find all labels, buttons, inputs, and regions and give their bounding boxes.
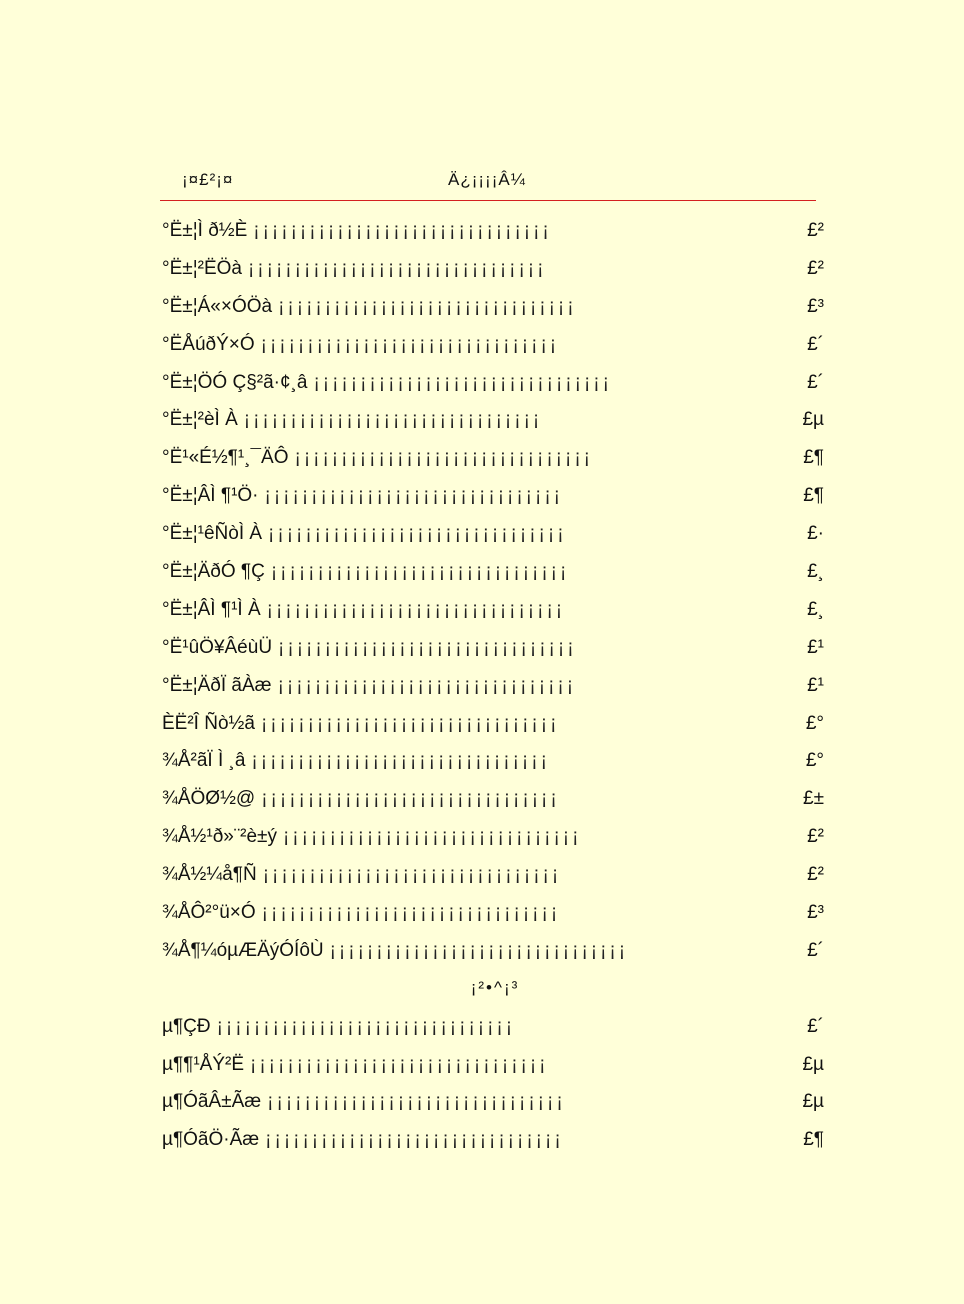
toc-entry-title: °Ë±¦Á«×ÓÖà <box>162 295 273 317</box>
toc-entry-title: °Ë±¦ÂÌ ¶¹Ì À <box>162 598 261 620</box>
toc-entry-page: £µ <box>802 1053 824 1075</box>
toc-entry-title: °Ë±¦²èÌ À <box>162 409 238 431</box>
toc-entry-page: £¶ <box>803 485 824 507</box>
toc-entry[interactable] <box>162 713 824 751</box>
toc-dot-leader: ¡¡¡¡¡¡¡¡¡¡¡¡¡¡¡¡¡¡¡¡¡¡¡¡¡¡¡¡¡¡¡¡ <box>253 220 552 241</box>
toc-entry[interactable] <box>162 788 824 826</box>
toc-entry-page: £¹ <box>807 636 824 658</box>
toc-entry-page: £· <box>807 523 824 545</box>
toc-entry-title: °Ë±¦¹êÑòÌ À <box>162 523 263 545</box>
toc-entry[interactable] <box>162 220 824 258</box>
toc-dot-leader: ¡¡¡¡¡¡¡¡¡¡¡¡¡¡¡¡¡¡¡¡¡¡¡¡¡¡¡¡¡¡¡¡ <box>251 750 550 772</box>
toc-dot-leader: ¡¡¡¡¡¡¡¡¡¡¡¡¡¡¡¡¡¡¡¡¡¡¡¡¡¡¡¡¡¡¡¡ <box>282 826 582 848</box>
toc-entry-page: £´ <box>807 1015 824 1037</box>
toc-entry-title: °Ë±¦ÖÓ Ç§²ã·¢¸â <box>162 371 308 393</box>
toc-entry[interactable] <box>162 637 824 675</box>
toc-dot-leader: ¡¡¡¡¡¡¡¡¡¡¡¡¡¡¡¡¡¡¡¡¡¡¡¡¡¡¡¡¡¡¡¡ <box>266 598 566 620</box>
toc-entry[interactable] <box>162 902 824 940</box>
toc-entry-title: µ¶ÓãÂ±Ãæ <box>162 1091 262 1113</box>
toc-entry-title: ¾ÅÔ²°ü×Ó <box>162 902 256 924</box>
toc-entry-page: £² <box>807 257 824 279</box>
toc-entry-page: £¸ <box>807 598 824 620</box>
toc-entry-title: µ¶¶¹ÅÝ²Ë <box>162 1053 245 1075</box>
toc-entry-page: £¶ <box>803 447 824 469</box>
toc-entry-title: ÈË²Î Ñò½ã <box>162 712 255 734</box>
toc-entry-title: ¾Å²ãÏ Ì ¸â <box>162 750 246 772</box>
toc-entry-title: µ¶ÇÐ <box>162 1015 211 1037</box>
toc-entry-page: £¹ <box>807 674 824 696</box>
toc-entry-title: °Ë±¦ÄðÓ ¶Ç <box>162 561 265 583</box>
toc-entry-page: £² <box>807 220 824 241</box>
toc-entry[interactable] <box>162 447 824 485</box>
toc-entry-title: µ¶ÓãÖ·Ãæ <box>162 1129 260 1151</box>
toc-dot-leader: ¡¡¡¡¡¡¡¡¡¡¡¡¡¡¡¡¡¡¡¡¡¡¡¡¡¡¡¡¡¡¡¡ <box>265 1129 564 1151</box>
toc-entry-page: £² <box>807 826 824 848</box>
toc-dot-leader: ¡¡¡¡¡¡¡¡¡¡¡¡¡¡¡¡¡¡¡¡¡¡¡¡¡¡¡¡¡¡¡¡ <box>268 523 567 545</box>
page-number-marker: ¡¤£²¡¤ <box>182 170 234 189</box>
toc-dot-leader: ¡¡¡¡¡¡¡¡¡¡¡¡¡¡¡¡¡¡¡¡¡¡¡¡¡¡¡¡¡¡¡¡ <box>216 1015 516 1037</box>
toc-entry-page: £´ <box>807 371 824 393</box>
section-heading: ¡²•^¡³ <box>470 977 520 997</box>
page-header <box>160 168 816 201</box>
toc-entry-page: £° <box>805 750 824 772</box>
table-of-contents <box>162 220 824 1167</box>
toc-entry[interactable] <box>162 826 824 864</box>
toc-dot-leader: ¡¡¡¡¡¡¡¡¡¡¡¡¡¡¡¡¡¡¡¡¡¡¡¡¡¡¡¡¡¡¡¡ <box>260 712 560 734</box>
toc-entry[interactable] <box>162 750 824 788</box>
toc-entry-title: °Ë±¦ÂÌ ¶¹Ö· <box>162 485 259 507</box>
toc-entry-title: ¾ÅÖØ½@ <box>162 788 256 810</box>
toc-entry-title: °Ë¹ûÖ¥ÂéùÜ <box>162 636 273 658</box>
toc-entry[interactable] <box>162 485 824 523</box>
toc-entry-page: £° <box>805 712 824 734</box>
toc-entry-page: £´ <box>807 939 824 961</box>
toc-entry-title: °ËÅúðÝ×Ó <box>162 333 255 355</box>
header-title: Ä¿¡¡¡¡Â¼ <box>448 170 526 189</box>
toc-entry[interactable] <box>162 372 824 410</box>
toc-entry[interactable] <box>162 675 824 713</box>
toc-entry[interactable] <box>162 599 824 637</box>
toc-dot-leader: ¡¡¡¡¡¡¡¡¡¡¡¡¡¡¡¡¡¡¡¡¡¡¡¡¡¡¡¡¡¡¡¡ <box>329 939 629 961</box>
toc-entry-page: £¸ <box>807 561 824 583</box>
toc-dot-leader: ¡¡¡¡¡¡¡¡¡¡¡¡¡¡¡¡¡¡¡¡¡¡¡¡¡¡¡¡¡¡¡¡ <box>243 409 543 431</box>
toc-entry-title: °Ë¹«É½¶¹¸¯ÄÔ <box>162 447 289 469</box>
toc-entry-title: °Ë±¦Ì ð½È <box>162 220 248 241</box>
toc-dot-leader: ¡¡¡¡¡¡¡¡¡¡¡¡¡¡¡¡¡¡¡¡¡¡¡¡¡¡¡¡¡¡¡¡ <box>262 864 562 886</box>
toc-dot-leader: ¡¡¡¡¡¡¡¡¡¡¡¡¡¡¡¡¡¡¡¡¡¡¡¡¡¡¡¡¡¡¡¡ <box>277 674 577 696</box>
toc-dot-leader: ¡¡¡¡¡¡¡¡¡¡¡¡¡¡¡¡¡¡¡¡¡¡¡¡¡¡¡¡¡¡¡¡ <box>270 561 570 583</box>
toc-entry-page: £± <box>803 788 824 810</box>
toc-dot-leader: ¡¡¡¡¡¡¡¡¡¡¡¡¡¡¡¡¡¡¡¡¡¡¡¡¡¡¡¡¡¡¡¡ <box>313 371 612 393</box>
toc-dot-leader: ¡¡¡¡¡¡¡¡¡¡¡¡¡¡¡¡¡¡¡¡¡¡¡¡¡¡¡¡¡¡¡¡ <box>260 333 560 355</box>
toc-entry-page: £³ <box>807 295 824 317</box>
toc-entry-page: £´ <box>807 333 824 355</box>
toc-entry-title: °Ë±¦²ËÖà <box>162 257 242 279</box>
toc-entry[interactable] <box>162 1091 824 1129</box>
toc-entry[interactable] <box>162 258 824 296</box>
toc-entry-page: £² <box>807 864 824 886</box>
toc-dot-leader: ¡¡¡¡¡¡¡¡¡¡¡¡¡¡¡¡¡¡¡¡¡¡¡¡¡¡¡¡¡¡¡¡ <box>267 1091 566 1113</box>
toc-entry[interactable] <box>162 561 824 599</box>
toc-dot-leader: ¡¡¡¡¡¡¡¡¡¡¡¡¡¡¡¡¡¡¡¡¡¡¡¡¡¡¡¡¡¡¡¡ <box>247 257 547 279</box>
toc-entry-title: ¾Å½¹ð»¨²è±ý <box>162 826 277 848</box>
toc-dot-leader: ¡¡¡¡¡¡¡¡¡¡¡¡¡¡¡¡¡¡¡¡¡¡¡¡¡¡¡¡¡¡¡¡ <box>261 902 561 924</box>
toc-dot-leader: ¡¡¡¡¡¡¡¡¡¡¡¡¡¡¡¡¡¡¡¡¡¡¡¡¡¡¡¡¡¡¡¡ <box>264 485 563 507</box>
toc-entry[interactable] <box>162 409 824 447</box>
toc-entry[interactable] <box>162 1016 824 1054</box>
toc-entry[interactable] <box>162 523 824 561</box>
toc-entry-page: £µ <box>802 1091 824 1113</box>
toc-dot-leader: ¡¡¡¡¡¡¡¡¡¡¡¡¡¡¡¡¡¡¡¡¡¡¡¡¡¡¡¡¡¡¡¡ <box>261 788 560 810</box>
toc-dot-leader: ¡¡¡¡¡¡¡¡¡¡¡¡¡¡¡¡¡¡¡¡¡¡¡¡¡¡¡¡¡¡¡¡ <box>278 636 577 658</box>
toc-entry[interactable] <box>162 940 824 978</box>
toc-dot-leader: ¡¡¡¡¡¡¡¡¡¡¡¡¡¡¡¡¡¡¡¡¡¡¡¡¡¡¡¡¡¡¡¡ <box>278 295 577 317</box>
toc-dot-leader: ¡¡¡¡¡¡¡¡¡¡¡¡¡¡¡¡¡¡¡¡¡¡¡¡¡¡¡¡¡¡¡¡ <box>294 447 593 469</box>
toc-entry-title: ¾Å¶¼óµÆÄýÓÍôÙ <box>162 939 324 961</box>
toc-entry-page: £µ <box>802 409 824 431</box>
toc-entry[interactable] <box>162 334 824 372</box>
toc-entry[interactable] <box>162 1054 824 1092</box>
toc-entry[interactable] <box>162 296 824 334</box>
toc-dot-leader: ¡¡¡¡¡¡¡¡¡¡¡¡¡¡¡¡¡¡¡¡¡¡¡¡¡¡¡¡¡¡¡¡ <box>250 1053 549 1075</box>
toc-entry-title: °Ë±¦ÄðÏ ãÀæ <box>162 674 272 696</box>
toc-entry[interactable] <box>162 864 824 902</box>
toc-entry[interactable] <box>162 1129 824 1167</box>
toc-entry-page: £³ <box>807 902 824 924</box>
toc-entry-title: ¾Å½¼å¶Ñ <box>162 864 257 886</box>
toc-entry-page: £¶ <box>803 1129 824 1151</box>
